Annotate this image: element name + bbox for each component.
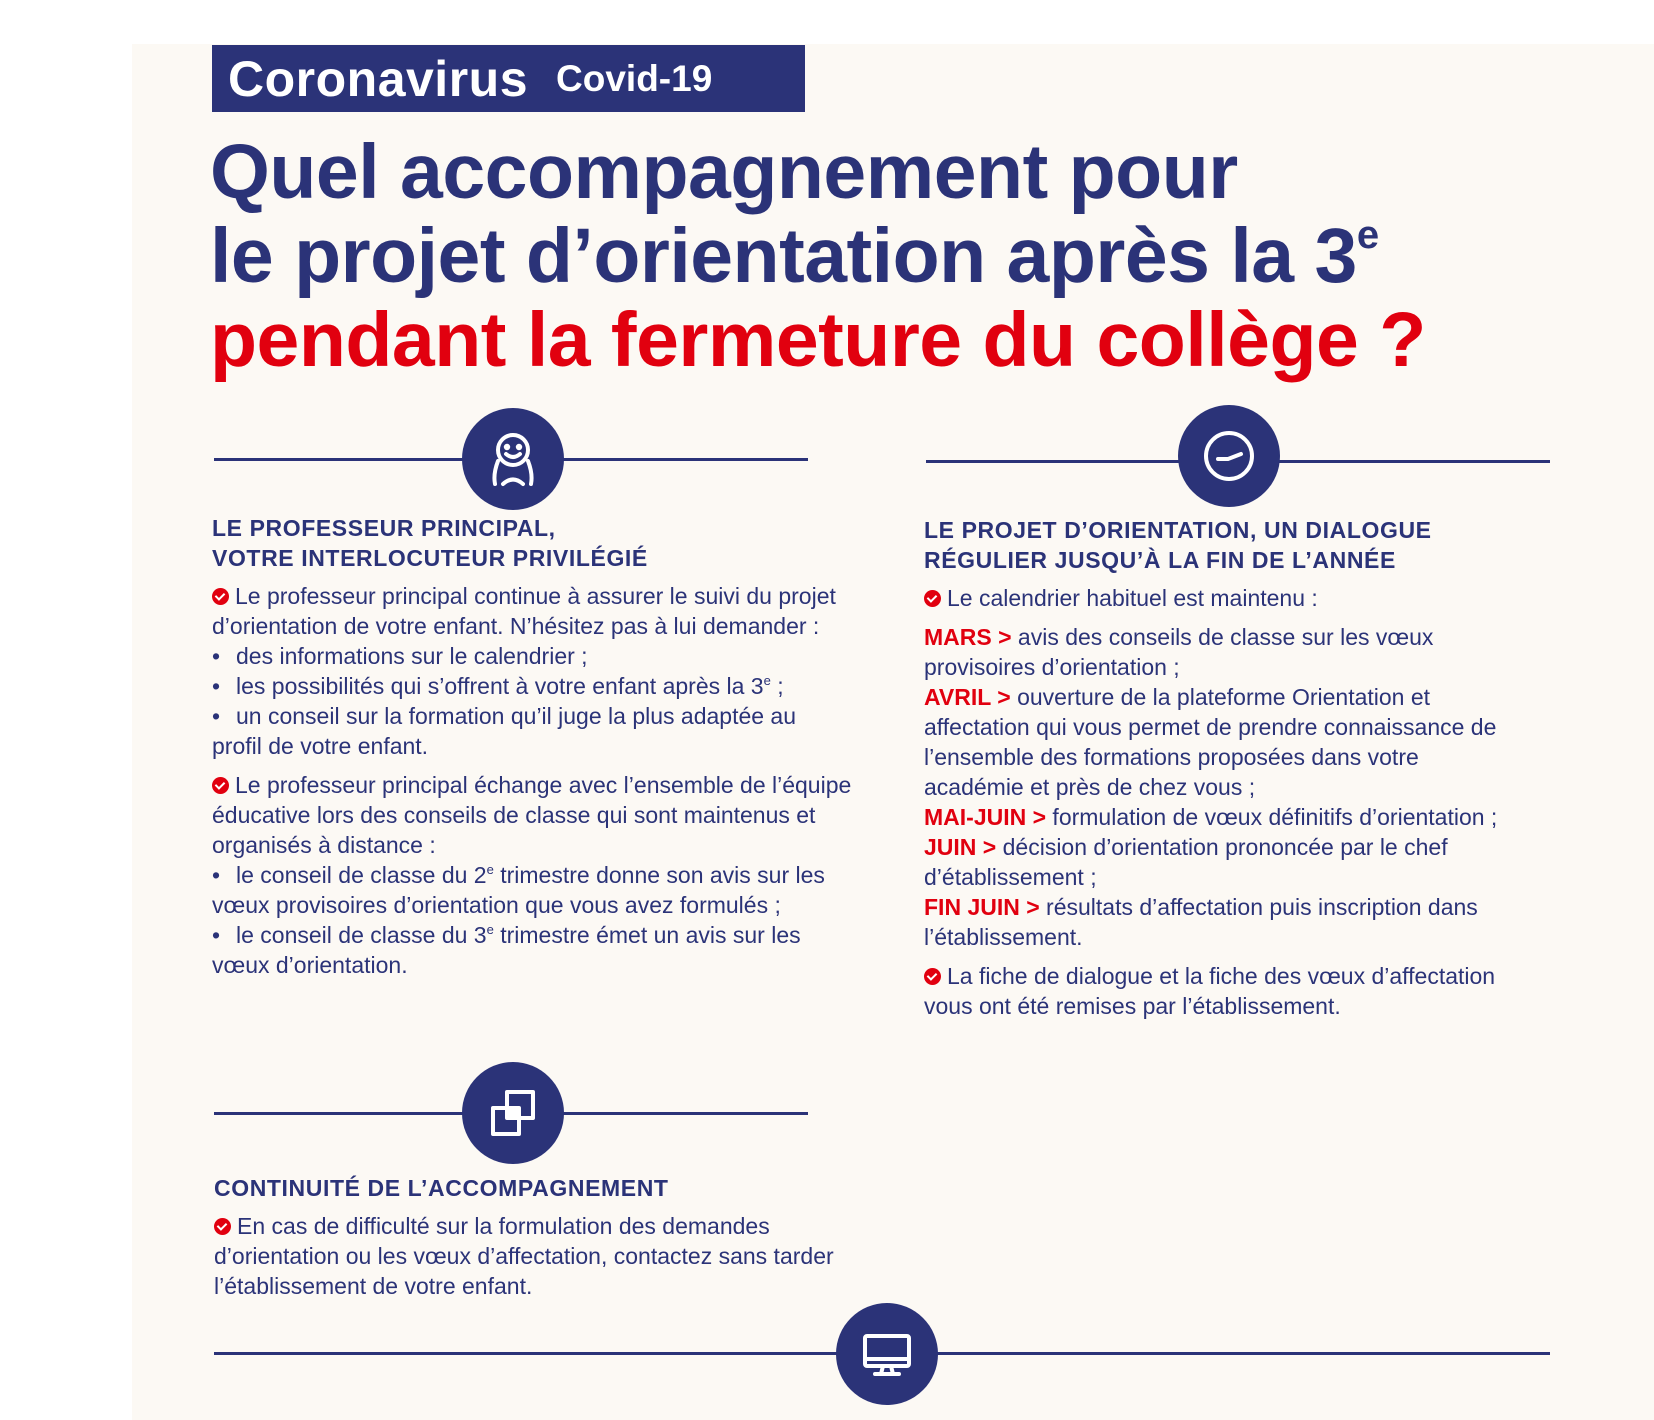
- bullet-text: le conseil de classe du 3: [236, 922, 487, 948]
- superscript: e: [486, 862, 494, 877]
- timeline-text: décision d’orientation prononcée par le chef d’établissement ;: [924, 834, 1448, 890]
- bullet-item: [212, 641, 852, 671]
- timeline-text: ouverture de la plateforme Orientation et affectation qui vous permet de prendre connaissance de l’ensemble des formations proposées dans votre académie et près de chez vous ;: [924, 684, 1497, 800]
- bullet-item: [212, 860, 852, 920]
- bullet-text-end: trimestre émet un avis sur les vœux d’orientation.: [212, 922, 801, 978]
- section-1-title: [212, 513, 648, 573]
- section-2-title-line-2: RÉGULIER JUSQU’À LA FIN DE L’ANNÉE: [924, 547, 1396, 573]
- title-superscript: e: [1356, 213, 1379, 257]
- computer-monitor-icon: [836, 1303, 938, 1405]
- bullet-text: les possibilités qui s’offrent à votre enfant après la 3: [236, 673, 764, 699]
- smiley-person-icon: [462, 408, 564, 510]
- clock-icon: [1178, 405, 1280, 507]
- timeline-item: [924, 802, 1524, 832]
- superscript: e: [486, 922, 494, 937]
- title-line-2: le projet d’orientation après la 3: [210, 213, 1357, 299]
- bullet-text-end: trimestre donne son avis sur les vœux provisoires d’orientation que vous avez formulés ;: [212, 862, 825, 918]
- title-line-3: pendant la fermeture du collège ?: [210, 297, 1426, 383]
- paragraph: [924, 961, 1524, 1021]
- timeline-label: MAI-JUIN >: [924, 804, 1047, 830]
- superscript: e: [763, 673, 771, 688]
- overlapping-squares-icon: [462, 1062, 564, 1164]
- section-1-body: [212, 581, 852, 980]
- paragraph-text: Le professeur principal échange avec l’ensemble de l’équipe éducative lors des conseils de classe qui sont maintenus et organisés à distance :: [212, 772, 852, 858]
- section-3-title: CONTINUITÉ DE L’ACCOMPAGNEMENT: [214, 1175, 669, 1201]
- bullet-text: des informations sur le calendrier ;: [236, 643, 588, 669]
- paragraph: [212, 581, 852, 641]
- timeline-text: résultats d’affectation puis inscription dans l’établissement.: [924, 894, 1478, 950]
- bullet-item: [212, 701, 852, 761]
- timeline-text: avis des conseils de classe sur les vœux provisoires d’orientation ;: [924, 624, 1434, 680]
- bullet-item: [212, 920, 852, 980]
- bullet-icon: •: [212, 643, 221, 669]
- timeline-label: JUIN >: [924, 834, 997, 860]
- timeline-text: formulation de vœux définitifs d’orientation ;: [1046, 804, 1498, 830]
- bullet-text: un conseil sur la formation qu’il juge la plus adaptée au profil de votre enfant.: [212, 703, 797, 759]
- section-1-title-line-1: LE PROFESSEUR PRINCIPAL,: [212, 515, 556, 541]
- bullet-icon: •: [212, 673, 221, 699]
- check-icon: [212, 588, 229, 605]
- section-2-title: [924, 515, 1432, 575]
- timeline-item: [924, 622, 1524, 682]
- banner: [212, 45, 805, 112]
- timeline-label: FIN JUIN >: [924, 894, 1040, 920]
- bullet-text: le conseil de classe du 2: [236, 862, 487, 888]
- bullet-icon: •: [212, 703, 221, 729]
- paragraph: [212, 770, 852, 860]
- paragraph-text: Le professeur principal continue à assurer le suivi du projet d’orientation de votre enfant. N’hésitez pas à lui demander :: [212, 583, 836, 639]
- paragraph: [214, 1211, 854, 1301]
- check-icon: [924, 968, 941, 985]
- check-icon: [212, 777, 229, 794]
- check-icon: [924, 590, 941, 607]
- title-line-1: Quel accompagnement pour: [210, 129, 1238, 215]
- timeline-item: [924, 682, 1524, 802]
- section-2-body: [924, 583, 1524, 1021]
- paragraph-text: En cas de difficulté sur la formulation des demandes d’orientation ou les vœux d’affectation, contactez sans tarder l’établissement de votre enfant.: [214, 1213, 834, 1299]
- bullet-icon: •: [212, 922, 221, 948]
- timeline-label: MARS >: [924, 624, 1012, 650]
- section-1-title-line-2: VOTRE INTERLOCUTEUR PRIVILÉGIÉ: [212, 545, 648, 571]
- bullet-item: [212, 671, 852, 701]
- section-2-title-line-1: LE PROJET D’ORIENTATION, UN DIALOGUE: [924, 517, 1432, 543]
- banner-title: Coronavirus: [228, 50, 529, 107]
- bullet-text-end: ;: [770, 673, 784, 699]
- timeline-item: [924, 892, 1524, 952]
- page-title: [210, 130, 1650, 382]
- check-icon: [214, 1218, 231, 1235]
- bullet-icon: •: [212, 862, 221, 888]
- timeline-label: AVRIL >: [924, 684, 1011, 710]
- paragraph-text: Le calendrier habituel est maintenu :: [947, 585, 1318, 611]
- paragraph-text: La fiche de dialogue et la fiche des vœux d’affectation vous ont été remises par l’établissement.: [924, 963, 1496, 1019]
- paragraph: [924, 583, 1524, 613]
- section-3-body: [214, 1211, 854, 1301]
- timeline-item: [924, 832, 1524, 892]
- banner-subtitle: Covid-19: [556, 57, 713, 99]
